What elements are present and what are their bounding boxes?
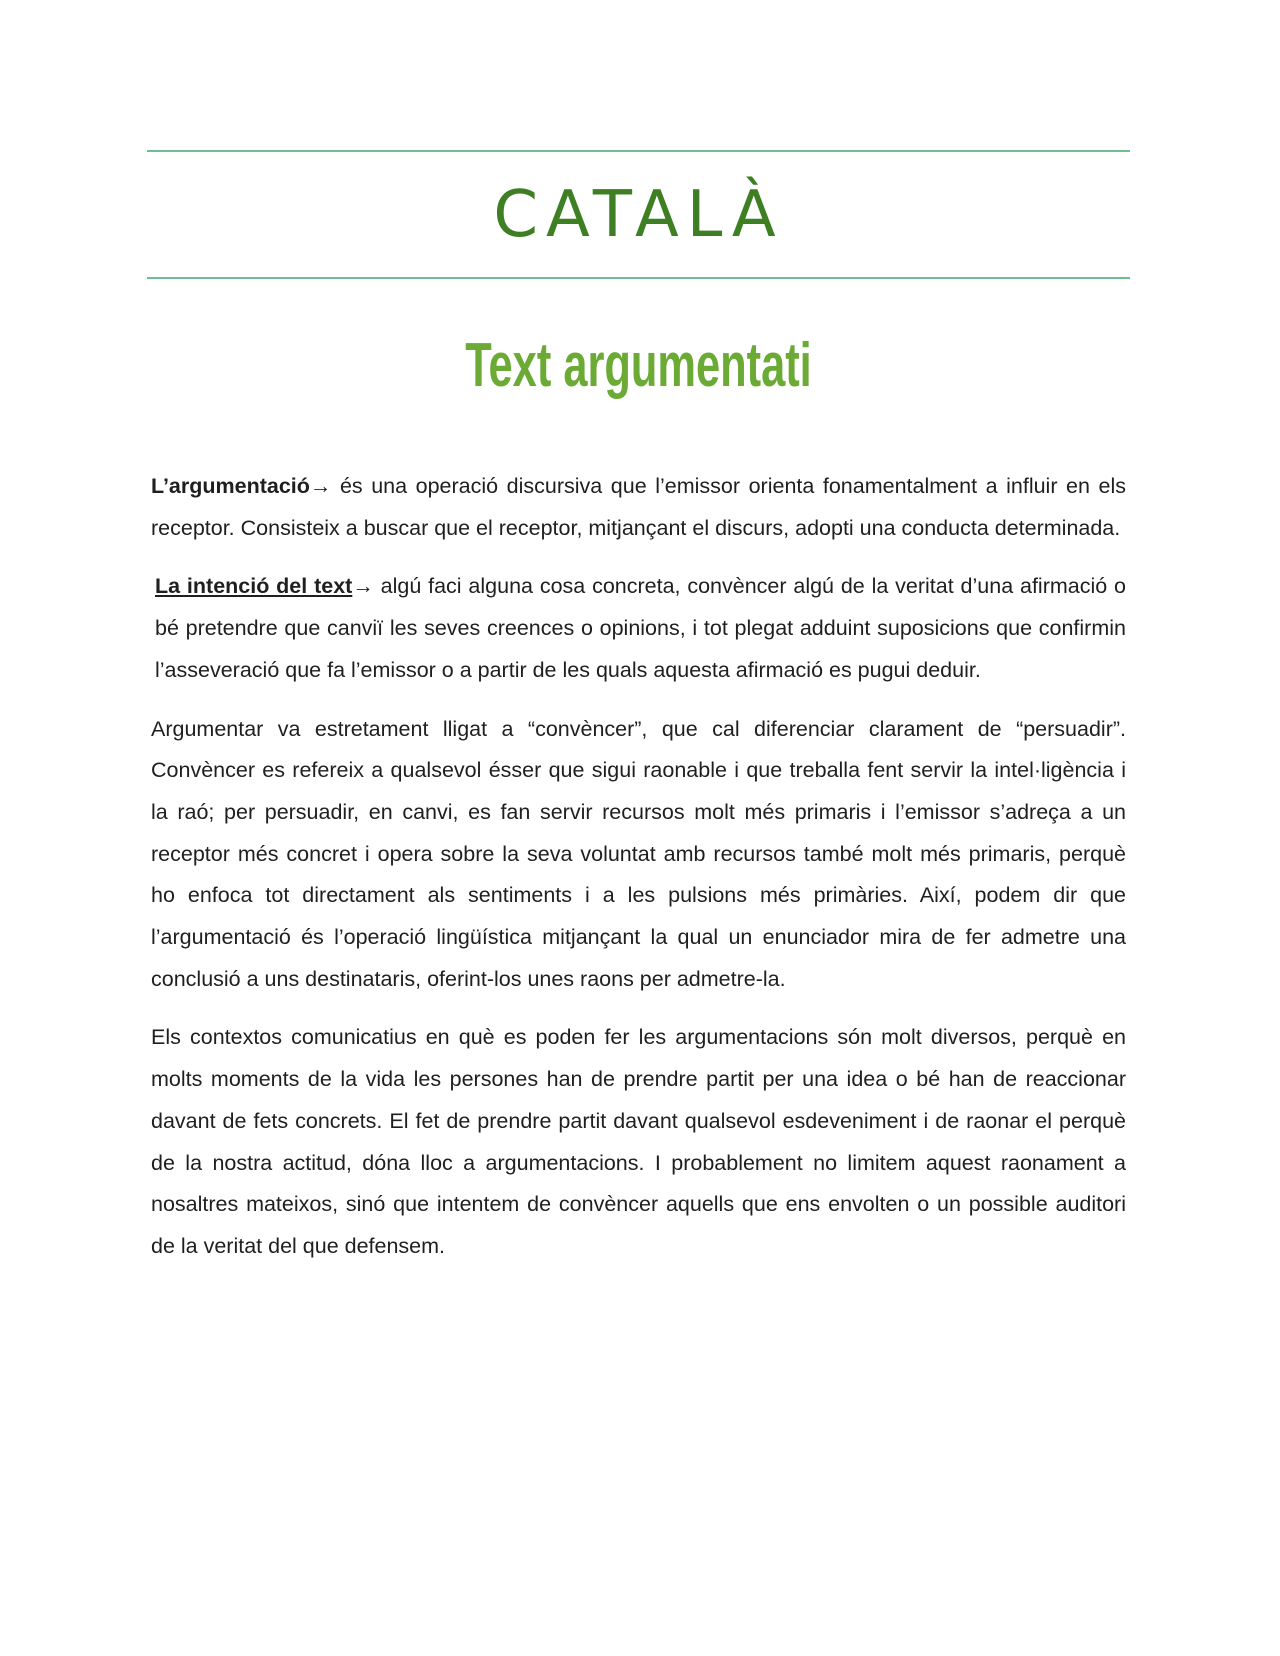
header-bottom-rule — [147, 277, 1130, 279]
arrow-icon: → — [309, 474, 332, 498]
term-argumentacio: L’argumentació — [151, 474, 310, 498]
arrow-icon: → — [352, 574, 374, 599]
body-text — [151, 466, 1126, 1285]
paragraph-argumentacio — [151, 466, 1126, 549]
paragraph-convencer: Argumentar va estretament lligat a “convèncer”, que cal diferenciar clarament de “persuadir”. Convèncer es refereix a qualsevol ésser que sigui raonable i que treballa fent servir la intel·ligència i la raó; per persuadir, en canvi, es fan servir recursos molt més primaris i l’emissor s’adreça a un receptor més concret i opera sobre la seva voluntat amb recursos també molt més primaris, perquè ho enfoca tot directament als sentiments i a les pulsions més primàries. Així, podem dir que l’argumentació és l’operació lingüística mitjançant la qual un enunciador mira de fer admetre una conclusió a uns destinataris, oferint-los unes raons per admetre-la. — [151, 716, 1126, 991]
term-intencio: La intenció del text — [155, 574, 353, 599]
paragraph-intencio — [151, 566, 1126, 691]
section-heading: Text argumentati — [465, 331, 812, 400]
page-title: CATALÀ — [493, 178, 784, 252]
header-top-rule — [147, 150, 1130, 152]
paragraph-text: algú faci alguna cosa concreta, convèncer algú de la veritat d’una afirmació o bé pretendre que canviï les seves creences o opinions, i tot plegat adduint suposicions que confirmin l’asseveració que fa l’emissor o a partir de les quals aquesta afirmació es pugui deduir. — [155, 574, 1126, 682]
paragraph-text: és una operació discursiva que l’emissor orienta fonamentalment a influir en els receptor. Consisteix a buscar que el receptor, mitjançant el discurs, adopti una conducta determinada. — [151, 474, 1126, 540]
paragraph-contextos: Els contextos comunicatius en què es poden fer les argumentacions són molt diversos, perquè en molts moments de la vida les persones han de prendre partit per una idea o bé han de reaccionar davant de fets concrets. El fet de prendre partit davant qualsevol esdeveniment i de raonar el perquè de la nostra actitud, dóna lloc a argumentacions. I probablement no limitem aquest raonament a nosaltres mateixos, sinó que intentem de convèncer aquells que ens envolten o un possible auditori de la veritat del que defensem. — [151, 1025, 1126, 1258]
